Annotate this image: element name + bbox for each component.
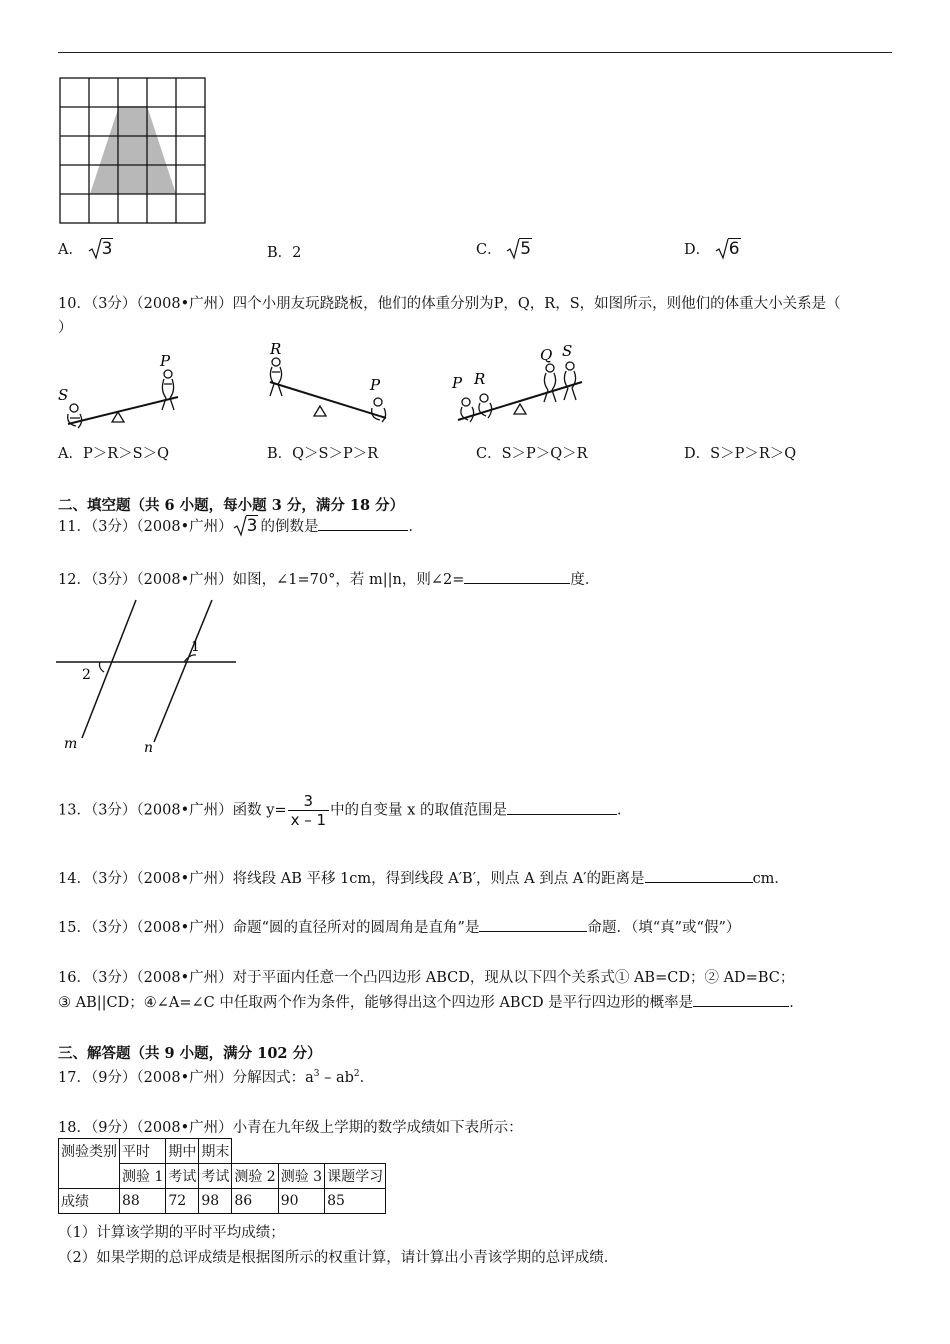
answer-blank[interactable] bbox=[464, 569, 570, 584]
header-cell: 平时 bbox=[120, 1139, 166, 1164]
value-cell: 72 bbox=[166, 1189, 199, 1214]
value-cell: 88 bbox=[120, 1189, 166, 1214]
child-figure-left bbox=[270, 358, 282, 396]
scores-table bbox=[58, 1138, 386, 1214]
answer-blank[interactable] bbox=[479, 917, 587, 932]
table-row bbox=[59, 1189, 386, 1214]
sqrt-symbol: 6 bbox=[715, 238, 741, 259]
q12: 12．（3分）（2008•广州）如图，∠1=70°，若 m||n，则∠2= 度． bbox=[58, 568, 599, 589]
row-label-cell: 成绩 bbox=[59, 1189, 120, 1214]
seesaw-figure-2 bbox=[262, 340, 394, 432]
q9-option-a[interactable]: A． 3 bbox=[58, 239, 113, 259]
q10-option-d[interactable]: D．S＞P＞R＞Q bbox=[684, 446, 797, 462]
child-figure-right bbox=[162, 370, 174, 410]
sqrt-symbol: 5 bbox=[506, 238, 532, 259]
svg-text:2: 2 bbox=[82, 667, 91, 683]
q16-line2: ③ AB||CD；④∠A=∠C 中任取两个作为条件，能够得出这个四边形 ABCD 是平行四边形的概率是 ． bbox=[58, 991, 804, 1012]
answer-blank[interactable] bbox=[318, 516, 408, 531]
q15: 15．（3分）（2008•广州）命题“圆的直径所对的圆周角是直角”是 命题．（填“真”或“假”） bbox=[58, 916, 740, 937]
q11: 11．（3分）（2008•广州） 3 的倒数是 ． bbox=[58, 516, 423, 536]
q9-option-b[interactable]: B．2 bbox=[267, 245, 302, 261]
header-cell: 考试 bbox=[199, 1164, 232, 1189]
svg-text:Q: Q bbox=[540, 346, 553, 364]
svg-text:m: m bbox=[64, 736, 78, 752]
q9-option-c[interactable]: C． 5 bbox=[476, 239, 532, 259]
header-cell: 课题学习 bbox=[325, 1164, 386, 1189]
svg-text:S: S bbox=[562, 342, 573, 360]
header-cell: 测验 3 bbox=[278, 1164, 324, 1189]
seesaw-figure-3 bbox=[450, 340, 590, 432]
q10-option-b[interactable]: B．Q＞S＞P＞R bbox=[267, 446, 379, 462]
q13: 13．（3分）（2008•广州）函数 y= $\frac{3}{x - 1}$ 中的自变量 x 的取值范围是 ． bbox=[58, 792, 632, 829]
table-row bbox=[59, 1139, 386, 1164]
header-rule bbox=[58, 52, 892, 53]
q9-grid-figure bbox=[58, 76, 208, 224]
q12-parallel-lines-figure bbox=[56, 596, 240, 758]
header-cell: 期中 bbox=[166, 1139, 199, 1164]
svg-text:P: P bbox=[370, 376, 381, 394]
svg-text:P: P bbox=[452, 374, 463, 392]
q9-option-d[interactable]: D． 6 bbox=[684, 239, 740, 259]
children-right bbox=[544, 362, 576, 402]
child-figure-right bbox=[372, 398, 386, 422]
q14: 14．（3分）（2008•广州）将线段 AB 平移 1cm，得到线段 A′B′，则点 A 到点 A′的距离是 cm． bbox=[58, 867, 789, 888]
q18-stem: 18．（9分）（2008•广州）小青在九年级上学期的数学成绩如下表所示： bbox=[58, 1120, 523, 1136]
value-cell: 85 bbox=[325, 1189, 386, 1214]
header-cell: 考试 bbox=[166, 1164, 199, 1189]
fraction: $\frac{3}{x - 1}$ bbox=[288, 792, 329, 829]
svg-text:R: R bbox=[474, 370, 486, 388]
sqrt-symbol: 3 bbox=[233, 515, 259, 536]
svg-text:P: P bbox=[160, 352, 171, 370]
q18-sub2: （2）如果学期的总评成绩是根据图所示的权重计算，请计算出小青该学期的总评成绩． bbox=[58, 1250, 619, 1266]
svg-text:R: R bbox=[270, 340, 282, 358]
shaded-trapezoid bbox=[90, 106, 176, 194]
q16-line1: 16．（3分）（2008•广州）对于平面内任意一个凸四边形 ABCD，现从以下四个关系式① AB=CD；② AD=BC； bbox=[58, 970, 795, 986]
svg-text:S: S bbox=[58, 386, 69, 404]
header-cell: 测验类别 bbox=[59, 1139, 120, 1189]
svg-text:n: n bbox=[144, 740, 154, 756]
value-cell: 98 bbox=[199, 1189, 232, 1214]
header-cell: 测验 1 bbox=[120, 1164, 166, 1189]
section-3-title: 三、解答题（共 9 小题，满分 102 分） bbox=[58, 1045, 322, 1062]
svg-text:1: 1 bbox=[191, 639, 200, 655]
sqrt-symbol: 3 bbox=[88, 238, 114, 259]
answer-blank[interactable] bbox=[645, 868, 753, 883]
q10-option-c[interactable]: C．S＞P＞Q＞R bbox=[476, 446, 588, 462]
answer-blank[interactable] bbox=[693, 992, 789, 1007]
header-cell: 测验 2 bbox=[232, 1164, 278, 1189]
seesaw-figure-1 bbox=[56, 352, 186, 432]
value-cell: 90 bbox=[278, 1189, 324, 1214]
q10-stem-end: ） bbox=[58, 320, 73, 336]
section-2-title: 二、填空题（共 6 小题，每小题 3 分，满分 18 分） bbox=[58, 497, 405, 514]
answer-blank[interactable] bbox=[507, 800, 617, 815]
header-cell: 期末 bbox=[199, 1139, 232, 1164]
q10-stem: 10．（3分）（2008•广州）四个小朋友玩跷跷板，他们的体重分别为P，Q，R，S，如图所示，则他们的体重大小关系是（ bbox=[58, 296, 841, 312]
value-cell: 86 bbox=[232, 1189, 278, 1214]
q17: 17．（9分）（2008•广州）分解因式：$a^3 - ab^2$． bbox=[58, 1069, 375, 1086]
q10-option-a[interactable]: A．P＞R＞S＞Q bbox=[58, 446, 169, 462]
q18-sub1: （1）计算该学期的平时平均成绩； bbox=[58, 1225, 285, 1241]
